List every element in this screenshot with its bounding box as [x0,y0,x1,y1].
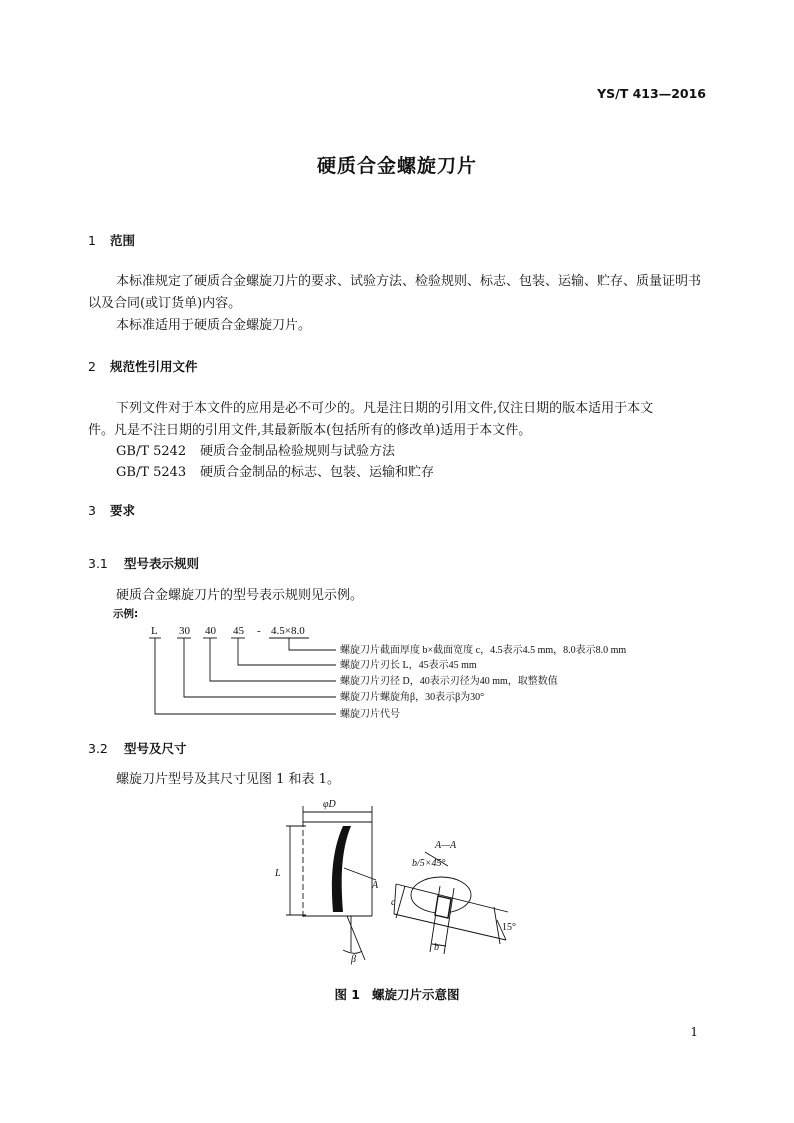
section-number: 3 [88,503,96,518]
label-width-c: c [391,897,396,908]
figure-number: 图 1 [334,987,361,1002]
label-angle-15: 15° [502,922,516,933]
figure-caption-text: 螺旋刀片示意图 [372,987,460,1002]
section-1-paragraph-1-line-2: 以及合同(或订货单)内容。 [88,296,242,311]
section-3-1-text: 硬质合金螺旋刀片的型号表示规则见示例。 [116,588,364,603]
section-1-paragraph-1-line-1: 本标准规定了硬质合金螺旋刀片的要求、试验方法、检验规则、标志、包装、运输、贮存、质量证明书 [116,274,702,289]
label-thickness-b: b [434,942,439,953]
reference-title: 硬质合金制品检验规则与试验方法 [200,444,396,459]
page-number: 1 [690,1025,698,1039]
reference-title: 硬质合金制品的标志、包装、运输和贮存 [200,465,435,480]
designation-code-length: 45 [233,625,244,637]
section-title: 规范性引用文件 [110,359,198,374]
section-2-paragraph-1-line-1: 下列文件对于本文件的应用是必不可少的。凡是注日期的引用文件,仅注日期的版本适用于本文 [116,401,654,416]
section-number: 3.2 [88,741,108,756]
designation-code-type: L [151,625,158,637]
label-section-a: A [372,880,379,891]
designation-note: 螺旋刀片代号 [340,709,400,720]
designation-code-diameter: 40 [205,625,216,637]
section-number: 2 [88,359,96,374]
designation-note: 螺旋刀片刃径 D，40表示刃径为40 mm，取整数值 [340,676,558,687]
label-phi-d: φD [323,799,336,810]
section-title: 型号表示规则 [124,556,200,571]
designation-code-section: 4.5×8.0 [271,625,305,637]
document-title: 硬质合金螺旋刀片 [316,155,477,177]
label-section-title: A—A [435,840,457,851]
standard-number: YS/T 413—2016 [597,86,706,101]
designation-separator: - [257,625,261,637]
designation-note: 螺旋刀片刃长 L，45表示45 mm [340,660,477,671]
section-1-paragraph-2: 本标准适用于硬质合金螺旋刀片。 [116,318,312,333]
label-section-a: A [333,868,340,879]
designation-code-angle: 30 [179,625,190,637]
section-3-2-text: 螺旋刀片型号及其尺寸见图 1 和表 1。 [116,772,340,787]
reference-code: GB/T 5243 [116,465,187,480]
label-length: L [275,868,281,879]
section-title: 型号及尺寸 [124,741,187,756]
section-number: 1 [88,233,96,248]
example-label: 示例: [113,608,139,620]
section-title: 要求 [110,503,136,518]
label-beta: β [351,954,356,965]
reference-code: GB/T 5242 [116,444,187,459]
section-number: 3.1 [88,556,108,571]
section-2-paragraph-1-line-2: 件。凡是不注日期的引用文件,其最新版本(包括所有的修改单)适用于本文件。 [88,423,532,438]
section-title: 范围 [110,233,136,248]
designation-note: 螺旋刀片螺旋角β，30表示β为30° [340,692,485,703]
designation-note: 螺旋刀片截面厚度 b×截面宽度 c，4.5表示4.5 mm，8.0表示8.0 mm [340,645,627,656]
figure-caption [0,985,794,1003]
label-chamfer: b/5×45° [412,858,446,869]
